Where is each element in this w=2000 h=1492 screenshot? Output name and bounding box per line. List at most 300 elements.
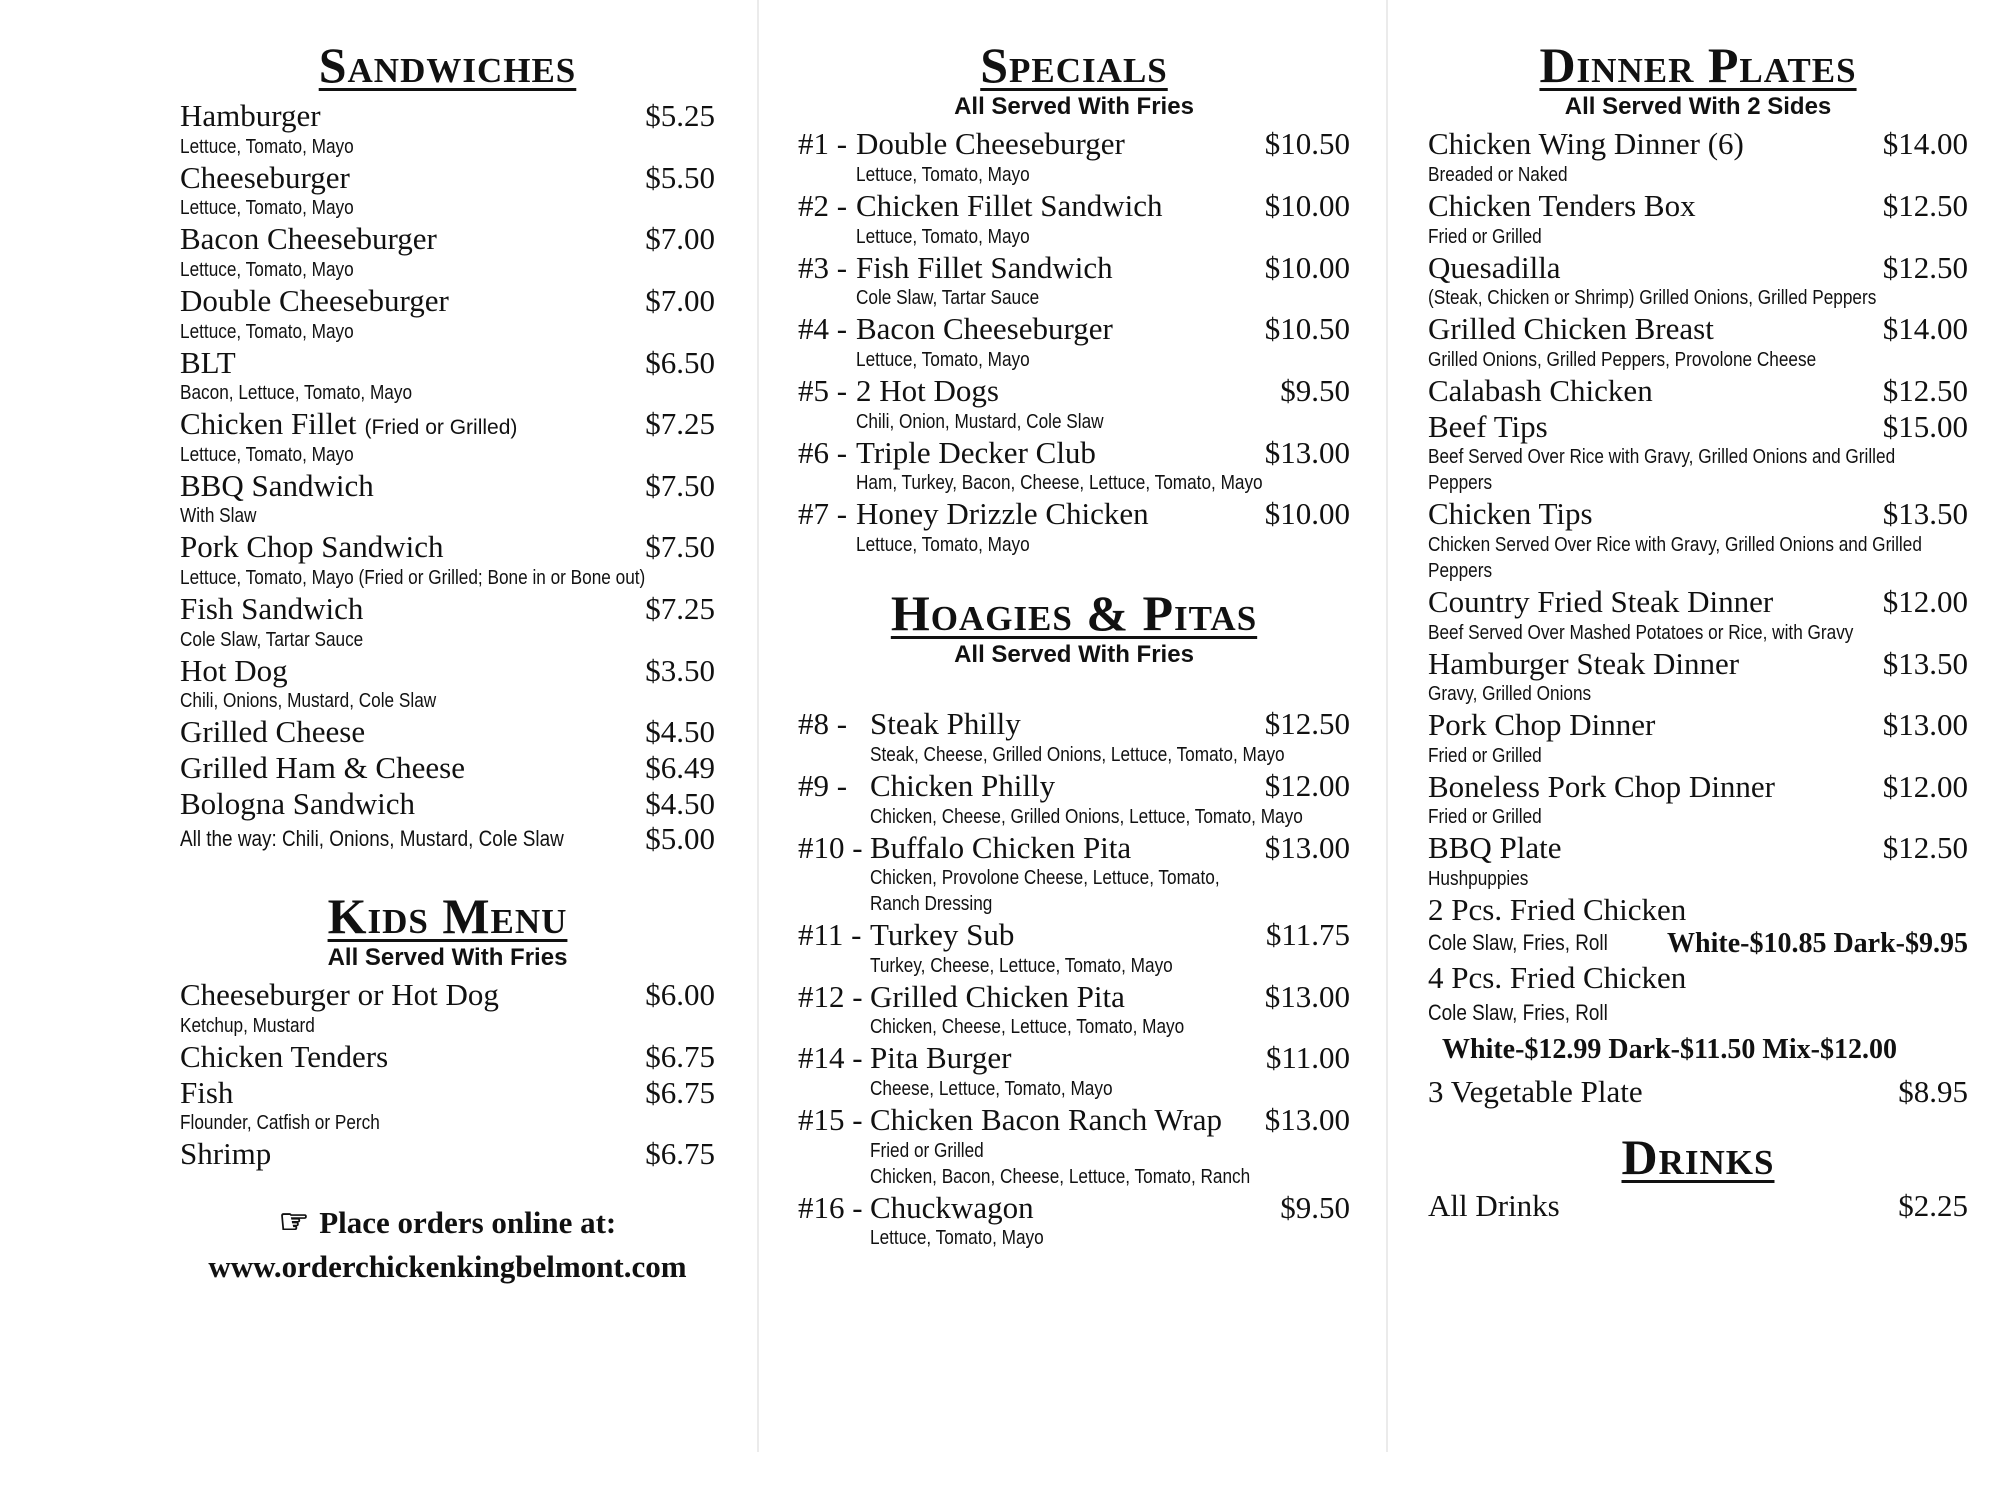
menu-item-label: Cheeseburger or Hot Dog bbox=[180, 977, 499, 1013]
menu-item-label: Shrimp bbox=[180, 1136, 272, 1172]
menu-item-label: Boneless Pork Chop Dinner bbox=[1428, 768, 1776, 804]
menu-item-row bbox=[1428, 496, 1968, 532]
sandwich-list bbox=[180, 98, 715, 821]
menu-item-name bbox=[798, 496, 1149, 532]
menu-item bbox=[798, 496, 1350, 558]
menu-item-label: Calabash Chicken bbox=[1428, 372, 1653, 408]
menu-item-name bbox=[180, 283, 449, 319]
menu-item-name bbox=[798, 768, 1055, 804]
menu-item bbox=[180, 283, 715, 345]
menu-item-price: $12.50 bbox=[1882, 372, 1968, 408]
menu-item-label: Pita Burger bbox=[870, 1040, 1012, 1076]
menu-item bbox=[180, 714, 715, 750]
menu-item bbox=[180, 529, 715, 591]
hoagies-list bbox=[798, 706, 1350, 1251]
menu-item-description: Cole Slaw, Tartar Sauce bbox=[180, 628, 364, 651]
menu-item bbox=[1428, 707, 1968, 769]
menu-item-row bbox=[798, 917, 1350, 953]
menu-item-row bbox=[1428, 188, 1968, 224]
drinks-title: Drinks bbox=[1621, 1128, 1775, 1185]
menu-item bbox=[798, 706, 1350, 768]
menu-item-name bbox=[1428, 830, 1561, 866]
menu-item-row bbox=[180, 714, 715, 750]
menu-item bbox=[798, 1040, 1350, 1102]
menu-item bbox=[1428, 188, 1968, 250]
menu-item-name bbox=[180, 977, 499, 1013]
sandwiches-title: Sandwiches bbox=[318, 37, 577, 93]
specials-subtitle: All Served With Fries bbox=[954, 93, 1194, 120]
menu-item-row bbox=[180, 1075, 715, 1111]
menu-item-name bbox=[798, 188, 1163, 224]
menu-item-price: $13.00 bbox=[1882, 707, 1968, 743]
menu-item-price: $12.00 bbox=[1264, 767, 1350, 803]
menu-item-label: All Drinks bbox=[1428, 1187, 1560, 1223]
menu-item-description: Fried or Grilled bbox=[1428, 806, 1542, 829]
menu-item-row bbox=[180, 786, 715, 822]
menu-item-label: Grilled Chicken Breast bbox=[1428, 311, 1714, 347]
drinks-list bbox=[1428, 1188, 1968, 1224]
menu-item-label: Chicken Fillet bbox=[180, 406, 357, 442]
menu-item-name bbox=[798, 250, 1113, 286]
menu-item-description: Steak, Cheese, Grilled Onions, Lettuce, Tomato, Mayo bbox=[870, 743, 1285, 766]
menu-item-row bbox=[798, 1190, 1350, 1226]
menu-item-description: Chicken, Provolone Cheese, Lettuce, Tomato, bbox=[870, 867, 1220, 890]
specials-title: Specials bbox=[980, 37, 1168, 93]
menu-item-description: Breaded or Naked bbox=[1428, 164, 1568, 187]
menu-item-description: Cole Slaw, Tartar Sauce bbox=[856, 287, 1040, 310]
menu-item-description: Lettuce, Tomato, Mayo (Fried or Grilled; Bone in or Bone out) bbox=[180, 567, 646, 590]
menu-item-price: $13.00 bbox=[1264, 978, 1350, 1014]
menu-item-name bbox=[180, 1136, 271, 1172]
dinner-subtitle: All Served With 2 Sides bbox=[1564, 93, 1832, 120]
menu-item-label: Hamburger bbox=[180, 98, 321, 133]
menu-item-name bbox=[180, 786, 415, 822]
menu-item-label: Grilled Ham & Cheese bbox=[180, 750, 465, 786]
menu-item-name bbox=[1428, 769, 1775, 805]
menu-item-price: $6.75 bbox=[645, 1136, 715, 1172]
menu-item-number: #4 - bbox=[798, 311, 848, 347]
online-url-link[interactable]: www.orderchickenkingbelmont.com bbox=[208, 1248, 687, 1284]
menu-item-name bbox=[180, 345, 236, 381]
menu-item-description: Chili, Onion, Mustard, Cole Slaw bbox=[856, 410, 1104, 433]
menu-item-name bbox=[798, 311, 1113, 347]
menu-item-row bbox=[1428, 126, 1968, 162]
menu-item-price: $7.00 bbox=[645, 221, 715, 257]
menu-item bbox=[1428, 496, 1968, 584]
menu-item-name bbox=[798, 1190, 1034, 1226]
menu-item-name bbox=[798, 830, 1131, 866]
menu-item-price: $13.50 bbox=[1882, 645, 1968, 681]
menu-item bbox=[1428, 373, 1968, 409]
menu-item-row bbox=[1428, 584, 1968, 620]
menu-item bbox=[180, 221, 715, 283]
menu-item-label: Steak Philly bbox=[870, 706, 1021, 742]
menu-item bbox=[1428, 769, 1968, 831]
all-the-way-price: $5.00 bbox=[645, 821, 715, 857]
menu-item-label: Beef Tips bbox=[1428, 408, 1548, 444]
specials-list bbox=[798, 126, 1350, 557]
menu-item-row bbox=[798, 126, 1350, 162]
menu-item-label: 2 Hot Dogs bbox=[856, 372, 999, 408]
menu-item-price: $13.00 bbox=[1264, 829, 1350, 865]
menu-item-label: Turkey Sub bbox=[870, 917, 1015, 953]
menu-item-row bbox=[1428, 646, 1968, 682]
menu-item-row bbox=[798, 373, 1350, 409]
menu-item-row bbox=[1428, 1188, 1968, 1224]
menu-item-row bbox=[798, 830, 1350, 866]
menu-item bbox=[180, 653, 715, 715]
online-order-block bbox=[180, 1200, 715, 1288]
menu-item-description: Lettuce, Tomato, Mayo bbox=[180, 135, 354, 158]
menu-item-price: $11.00 bbox=[1265, 1040, 1350, 1076]
menu-item-label: Bacon Cheeseburger bbox=[180, 221, 437, 257]
all-the-way-row bbox=[180, 821, 715, 857]
menu-item-number: #10 - bbox=[798, 829, 863, 865]
menu-item-name bbox=[798, 1102, 1222, 1138]
menu-item bbox=[1428, 126, 1968, 188]
menu-item-row bbox=[180, 1039, 715, 1075]
menu-item-name bbox=[1428, 311, 1714, 347]
kids-subtitle: All Served With Fries bbox=[327, 943, 568, 971]
menu-item-label: Quesadilla bbox=[1428, 249, 1561, 285]
menu-item-description: Lettuce, Tomato, Mayo bbox=[856, 348, 1030, 371]
menu-item-description-cont: Ranch Dressing bbox=[870, 893, 993, 916]
menu-item-price: $6.00 bbox=[645, 977, 715, 1013]
menu-item bbox=[798, 830, 1350, 918]
menu-item-price: $12.50 bbox=[1882, 188, 1968, 224]
menu-item-name bbox=[180, 406, 517, 442]
menu-item-description: Lettuce, Tomato, Mayo bbox=[180, 320, 354, 343]
menu-item-description: Ham, Turkey, Bacon, Cheese, Lettuce, Tomato, Mayo bbox=[856, 472, 1263, 495]
menu-item bbox=[1428, 250, 1968, 312]
menu-item-label: Fish Fillet Sandwich bbox=[856, 249, 1113, 285]
menu-item-price: $6.75 bbox=[645, 1039, 715, 1074]
menu-item-label: Pork Chop Dinner bbox=[1428, 707, 1656, 743]
menu-item-price: $7.25 bbox=[645, 406, 715, 442]
menu-item-name bbox=[1428, 188, 1696, 224]
menu-item-label: Bologna Sandwich bbox=[180, 785, 416, 821]
menu-item-name bbox=[180, 1039, 388, 1075]
two-pcs-prices: White-$10.85 Dark-$9.95 bbox=[1667, 927, 1968, 959]
menu-item-price: $12.00 bbox=[1882, 583, 1968, 619]
two-pcs-name: 2 Pcs. Fried Chicken bbox=[1428, 892, 1687, 928]
menu-item-name bbox=[1428, 707, 1655, 743]
menu-item-description: Grilled Onions, Grilled Peppers, Provolone Cheese bbox=[1428, 348, 1817, 371]
menu-item-name bbox=[180, 591, 363, 627]
menu-item-description: Beef Served Over Mashed Potatoes or Rice, with Gravy bbox=[1428, 621, 1854, 644]
two-pcs-fried-chicken bbox=[1428, 892, 1968, 960]
menu-item-label: Chicken Tips bbox=[1428, 496, 1593, 532]
menu-item-description-cont: Chicken, Bacon, Cheese, Lettuce, Tomato, Ranch bbox=[870, 1165, 1251, 1188]
menu-item-label: Bacon Cheeseburger bbox=[856, 311, 1113, 347]
menu-item-description: Fried or Grilled bbox=[1428, 225, 1542, 248]
menu-item-name bbox=[1428, 126, 1744, 162]
menu-item bbox=[798, 1102, 1350, 1190]
four-pcs-desc: Cole Slaw, Fries, Roll bbox=[1428, 1000, 1608, 1026]
menu-item-description: Fried or Grilled bbox=[1428, 744, 1542, 767]
menu-item-description: Lettuce, Tomato, Mayo bbox=[856, 164, 1030, 187]
fold-line-right bbox=[1386, 0, 1388, 1452]
menu-item bbox=[180, 406, 715, 468]
pointing-hand-icon: ☞ bbox=[278, 1203, 310, 1241]
menu-item bbox=[798, 435, 1350, 497]
two-pcs-desc: Cole Slaw, Fries, Roll bbox=[1428, 930, 1608, 956]
menu-item-price: $12.50 bbox=[1882, 249, 1968, 285]
menu-item-description: Lettuce, Tomato, Mayo bbox=[870, 1227, 1044, 1250]
menu-item-row bbox=[180, 221, 715, 257]
menu-item-price: $13.50 bbox=[1882, 496, 1968, 532]
menu-item bbox=[1428, 646, 1968, 708]
menu-item-name bbox=[798, 917, 1014, 953]
menu-item-name bbox=[1428, 646, 1739, 682]
menu-item-label: Fish Sandwich bbox=[180, 591, 364, 627]
menu-item-number: #11 - bbox=[798, 917, 862, 953]
menu-item-price: $4.50 bbox=[645, 714, 715, 750]
menu-item-name bbox=[180, 714, 365, 750]
menu-item-number: #3 - bbox=[798, 249, 848, 285]
menu-item-row bbox=[1428, 373, 1968, 409]
menu-item bbox=[180, 591, 715, 653]
menu-item-description: Lettuce, Tomato, Mayo bbox=[856, 533, 1030, 556]
menu-item-number: #2 - bbox=[798, 188, 848, 224]
menu-item-description: Chili, Onions, Mustard, Cole Slaw bbox=[180, 690, 437, 713]
menu-item bbox=[180, 750, 715, 786]
menu-item-row bbox=[180, 591, 715, 627]
menu-item-row bbox=[798, 979, 1350, 1015]
menu-item-price: $2.25 bbox=[1898, 1187, 1968, 1223]
menu-item-row bbox=[798, 768, 1350, 804]
menu-item-price: $13.00 bbox=[1264, 1102, 1350, 1138]
menu-item-price: $12.00 bbox=[1882, 768, 1968, 804]
menu-item-label: Chuckwagon bbox=[870, 1189, 1034, 1225]
menu-item bbox=[1428, 311, 1968, 373]
menu-item-label: Fish bbox=[180, 1074, 234, 1110]
menu-item-label: Chicken Wing Dinner (6) bbox=[1428, 126, 1744, 162]
menu-item-row bbox=[180, 977, 715, 1013]
menu-item-row bbox=[180, 468, 715, 504]
menu-item-price: $12.50 bbox=[1264, 706, 1350, 742]
menu-item-description: Beef Served Over Rice with Gravy, Grilled Onions and Grilled bbox=[1428, 446, 1896, 469]
menu-item-price: $6.49 bbox=[645, 750, 715, 786]
four-pcs-name: 4 Pcs. Fried Chicken bbox=[1428, 959, 1687, 995]
menu-item bbox=[180, 1136, 715, 1172]
menu-item-description: Lettuce, Tomato, Mayo bbox=[180, 443, 354, 466]
menu-item-name bbox=[1428, 1188, 1560, 1224]
menu-item-label: Triple Decker Club bbox=[856, 434, 1096, 470]
menu-item bbox=[798, 250, 1350, 312]
hoagies-subtitle: All Served With Fries bbox=[954, 640, 1194, 668]
menu-item-name bbox=[1428, 250, 1561, 286]
menu-item-row bbox=[1428, 769, 1968, 805]
menu-item-price: $14.00 bbox=[1882, 311, 1968, 347]
menu-item-description: Flounder, Catfish or Perch bbox=[180, 1112, 380, 1135]
menu-item-label: Pork Chop Sandwich bbox=[180, 529, 444, 565]
menu-item-description: Fried or Grilled bbox=[870, 1139, 984, 1162]
menu-item-number: #8 - bbox=[798, 706, 848, 742]
menu-item-number: #9 - bbox=[798, 767, 848, 803]
menu-item-label: Buffalo Chicken Pita bbox=[870, 829, 1132, 865]
menu-item-name bbox=[180, 98, 321, 134]
online-line1: Place orders online at: bbox=[319, 1204, 617, 1240]
menu-item-name bbox=[180, 221, 437, 257]
menu-item-price: $9.50 bbox=[1280, 372, 1350, 408]
menu-item-row bbox=[798, 496, 1350, 532]
menu-item bbox=[180, 98, 715, 160]
menu-item-price: $7.50 bbox=[645, 467, 715, 503]
menu-item bbox=[798, 768, 1350, 830]
hoagies-title: Hoagies & Pitas bbox=[890, 584, 1258, 641]
kids-list bbox=[180, 977, 715, 1172]
menu-item-name bbox=[798, 126, 1125, 162]
menu-item-label: Chicken Philly bbox=[870, 767, 1056, 803]
menu-item-label: BLT bbox=[180, 344, 236, 380]
menu-item-description: Lettuce, Tomato, Mayo bbox=[180, 258, 354, 281]
menu-item-price: $7.00 bbox=[645, 282, 715, 318]
menu-item-row bbox=[798, 706, 1350, 742]
menu-item bbox=[798, 1190, 1350, 1252]
menu-item bbox=[1428, 830, 1968, 892]
menu-item-number: #12 - bbox=[798, 978, 863, 1014]
menu-item bbox=[180, 786, 715, 822]
menu-item-description: Bacon, Lettuce, Tomato, Mayo bbox=[180, 382, 413, 405]
menu-item-row bbox=[798, 311, 1350, 347]
menu-item-name bbox=[798, 435, 1096, 471]
menu-item-price: $6.50 bbox=[645, 344, 715, 380]
menu-item-row bbox=[798, 188, 1350, 224]
menu-item-label: Chicken Tenders bbox=[180, 1039, 389, 1074]
menu-item-row bbox=[180, 750, 715, 786]
menu-item bbox=[798, 917, 1350, 979]
menu-item-name bbox=[798, 706, 1021, 742]
menu-item-number: #15 - bbox=[798, 1102, 863, 1138]
menu-item-label: Chicken Fillet Sandwich bbox=[856, 188, 1163, 224]
menu-item-label: Double Cheeseburger bbox=[180, 282, 449, 318]
menu-item-name bbox=[180, 750, 465, 786]
kids-title: Kids Menu bbox=[327, 887, 568, 944]
menu-item bbox=[180, 345, 715, 407]
menu-item bbox=[1428, 1188, 1968, 1224]
menu-item-row bbox=[1428, 311, 1968, 347]
fold-line-left bbox=[757, 0, 759, 1452]
veg-plate bbox=[1428, 1074, 1968, 1110]
veg-plate-name: 3 Vegetable Plate bbox=[1428, 1073, 1643, 1109]
menu-item-label: Chicken Tenders Box bbox=[1428, 188, 1696, 224]
menu-item-name bbox=[1428, 373, 1653, 409]
menu-item-price: $13.00 bbox=[1264, 434, 1350, 470]
menu-item bbox=[798, 311, 1350, 373]
menu-item-row bbox=[798, 1102, 1350, 1138]
left-panel bbox=[180, 37, 715, 1492]
menu-item-label: BBQ Sandwich bbox=[180, 467, 374, 503]
menu-item-row bbox=[180, 653, 715, 689]
menu-item bbox=[798, 188, 1350, 250]
four-pcs-fried-chicken bbox=[1428, 960, 1968, 1066]
menu-item-name bbox=[180, 160, 350, 196]
menu-item-row bbox=[1428, 250, 1968, 286]
veg-plate-price: $8.95 bbox=[1898, 1073, 1968, 1109]
dinner-list bbox=[1428, 126, 1968, 892]
menu-item bbox=[180, 160, 715, 222]
menu-item-number: #5 - bbox=[798, 372, 848, 408]
menu-item bbox=[798, 979, 1350, 1041]
menu-item-price: $7.50 bbox=[645, 529, 715, 565]
menu-item bbox=[180, 1075, 715, 1137]
menu-item-name bbox=[798, 373, 999, 409]
menu-item-description: Cheese, Lettuce, Tomato, Mayo bbox=[870, 1078, 1113, 1101]
menu-item-label: Grilled Chicken Pita bbox=[870, 978, 1125, 1014]
menu-item-description: Lettuce, Tomato, Mayo bbox=[856, 225, 1030, 248]
menu-item-price: $5.50 bbox=[645, 159, 715, 195]
four-pcs-prices: White-$12.99 Dark-$11.50 Mix-$12.00 bbox=[1442, 1033, 1897, 1065]
menu-item-number: #16 - bbox=[798, 1189, 863, 1225]
right-panel bbox=[1428, 37, 1968, 1492]
menu-item bbox=[1428, 584, 1968, 646]
menu-item-row bbox=[180, 283, 715, 319]
menu-item-description: Chicken, Cheese, Lettuce, Tomato, Mayo bbox=[870, 1016, 1185, 1039]
dinner-title: Dinner Plates bbox=[1539, 37, 1857, 93]
menu-item-label: Hamburger Steak Dinner bbox=[1428, 645, 1740, 681]
all-the-way-label: All the way: Chili, Onions, Mustard, Cole Slaw bbox=[180, 825, 564, 851]
menu-item-name bbox=[1428, 584, 1773, 620]
menu-item-description: Hushpuppies bbox=[1428, 868, 1529, 891]
menu-item bbox=[798, 373, 1350, 435]
menu-item-price: $12.50 bbox=[1882, 830, 1968, 866]
menu-item-number: #7 - bbox=[798, 496, 848, 532]
menu-item-price: $14.00 bbox=[1882, 126, 1968, 162]
menu-item-name bbox=[180, 468, 374, 504]
menu-item-name bbox=[180, 653, 288, 689]
menu-item-description: Chicken Served Over Rice with Gravy, Grilled Onions and Grilled bbox=[1428, 533, 1922, 556]
menu-item-description-cont: Peppers bbox=[1428, 559, 1493, 582]
menu-item-price: $10.50 bbox=[1264, 311, 1350, 347]
menu-item-row bbox=[180, 406, 715, 442]
menu-item-row bbox=[180, 160, 715, 196]
menu-item-row bbox=[1428, 409, 1968, 445]
menu-item-price: $10.50 bbox=[1264, 126, 1350, 162]
menu-item-description: Chicken, Cheese, Grilled Onions, Lettuce, Tomato, Mayo bbox=[870, 805, 1303, 828]
menu-item-row bbox=[180, 1136, 715, 1172]
menu-item bbox=[798, 126, 1350, 188]
menu-item-name bbox=[180, 1075, 233, 1111]
menu-item bbox=[180, 1039, 715, 1075]
menu-item-row bbox=[180, 345, 715, 381]
menu-item-price: $7.25 bbox=[645, 591, 715, 627]
menu-item bbox=[180, 977, 715, 1039]
menu-item-label: Grilled Cheese bbox=[180, 714, 366, 750]
menu-item-name bbox=[1428, 496, 1593, 532]
menu-item-row bbox=[180, 529, 715, 565]
menu-item-name bbox=[798, 1040, 1012, 1076]
menu-item-description: Turkey, Cheese, Lettuce, Tomato, Mayo bbox=[870, 954, 1173, 977]
menu-item-price: $9.50 bbox=[1280, 1189, 1350, 1225]
menu-item-name bbox=[798, 979, 1125, 1015]
menu-item-row bbox=[1428, 707, 1968, 743]
menu-item bbox=[180, 468, 715, 530]
menu-item-label: Cheeseburger bbox=[180, 159, 350, 195]
menu-item-price: $11.75 bbox=[1265, 917, 1350, 953]
menu-item-price: $4.50 bbox=[645, 785, 715, 821]
menu-item-price: $10.00 bbox=[1264, 496, 1350, 532]
menu-item-price: $5.25 bbox=[645, 98, 715, 133]
menu-item-row bbox=[1428, 830, 1968, 866]
menu-item-description: Lettuce, Tomato, Mayo bbox=[180, 197, 354, 220]
menu-item-label: BBQ Plate bbox=[1428, 830, 1562, 866]
menu-item-row bbox=[798, 435, 1350, 471]
menu-item-description: (Steak, Chicken or Shrimp) Grilled Onions, Grilled Peppers bbox=[1428, 287, 1877, 310]
menu-item-price: $15.00 bbox=[1882, 408, 1968, 444]
menu-item-row bbox=[798, 250, 1350, 286]
middle-panel bbox=[798, 37, 1350, 1492]
